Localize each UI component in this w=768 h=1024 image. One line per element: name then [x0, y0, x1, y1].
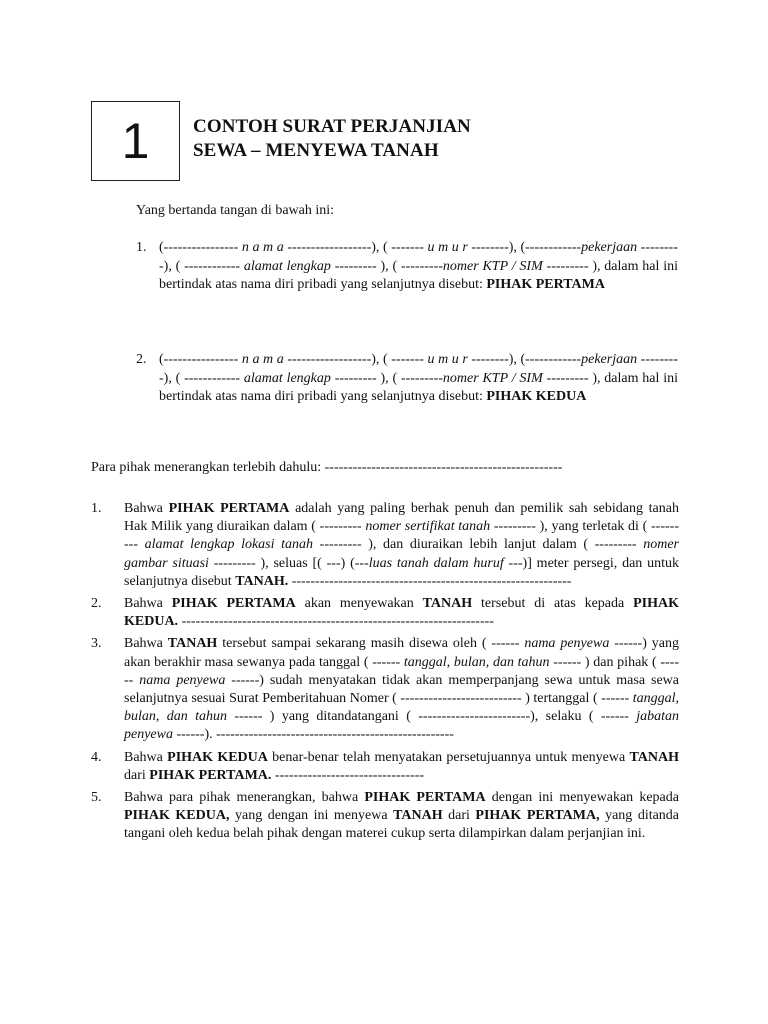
- bold-term: PIHAK KEDUA,: [124, 808, 230, 824]
- statements-list: [91, 500, 679, 848]
- text-segment: (----------------: [159, 240, 242, 255]
- text-segment: ------). ---------------------------------------------------: [172, 727, 454, 743]
- text-segment: --------- ), ( ---------: [330, 370, 443, 386]
- party-text: [159, 351, 678, 407]
- party-number: 2.: [136, 352, 147, 367]
- bold-term: TANAH: [393, 808, 443, 824]
- item-number: 1.: [91, 501, 102, 516]
- text-segment: ------------------), ( -------: [283, 352, 428, 367]
- bold-term: TANAH: [422, 596, 473, 612]
- text-segment: Bahwa para pihak menerangkan, bahwa: [124, 790, 365, 806]
- text-segment: yang ditanda tangani oleh kedua belah pihak dengan materei cukup serta dilampirkan dalam perjanjian ini.: [124, 808, 680, 842]
- field-placeholder: luas tanah dalam huruf: [368, 555, 504, 571]
- item-number: 2.: [91, 596, 102, 612]
- text-segment: -------------------------------------------------------------------: [178, 614, 494, 630]
- text-segment: dari: [124, 767, 150, 783]
- text-segment: benar-benar telah menyatakan persetujuannya untuk menyewa: [267, 749, 630, 765]
- intro-text: Yang bertanda tangan di bawah ini:: [136, 203, 335, 218]
- party-role: PIHAK KEDUA: [486, 389, 587, 404]
- text-segment: yang dengan ini menyewa: [229, 808, 394, 824]
- text-segment: (----------------: [159, 352, 242, 367]
- text-segment: ---)] meter persegi, dan untuk selanjutnya disebut: [124, 555, 679, 589]
- text-segment: ------------------------------------------------------------: [288, 573, 572, 589]
- field-placeholder: n a m a: [241, 240, 284, 255]
- field-placeholder: alamat lengkap lokasi tanah: [144, 537, 314, 553]
- field-placeholder: alamat lengkap: [243, 258, 331, 274]
- bold-term: PIHAK PERTAMA: [168, 501, 290, 516]
- text-segment: ------) sudah menyatakan tidak akan memperpanjang sewa untuk masa sewa selanjutnya sesuai Surat Pemberitahuan Nomer ( -------------------------- ) tertanggal ( ------: [124, 672, 680, 707]
- field-placeholder: u m u r: [427, 240, 468, 255]
- text-segment: --------), (------------: [467, 352, 582, 367]
- text-segment: --------- ), dalam hal ini bertindak atas nama diri pribadi yang selanjutnya disebut:: [159, 370, 678, 404]
- bold-term: PIHAK PERTAMA: [171, 596, 296, 612]
- statement-item-4: [91, 749, 679, 785]
- text-segment: ---------), ( ------------: [159, 240, 678, 274]
- document-title: [193, 115, 471, 163]
- text-segment: Bahwa: [124, 636, 168, 652]
- field-placeholder: tanggal, bulan, dan tahun: [403, 654, 550, 670]
- field-placeholder: nomer sertifikat tanah: [365, 519, 491, 535]
- statement-item-3: [91, 635, 679, 744]
- field-placeholder: nomer gambar situasi: [124, 537, 679, 571]
- statement-item-2: [91, 595, 679, 631]
- bold-term: PIHAK PERTAMA.: [149, 767, 272, 783]
- field-placeholder: jabatan penyewa: [124, 709, 679, 743]
- bold-term: PIHAK PERTAMA,: [475, 808, 600, 824]
- field-placeholder: pekerjaan: [581, 352, 638, 367]
- party-role: PIHAK PERTAMA: [486, 277, 605, 292]
- text-segment: --------- ), dalam hal ini bertindak atas nama diri pribadi yang selanjutnya disebut:: [159, 258, 678, 292]
- text-segment: --------), (------------: [467, 240, 582, 255]
- field-placeholder: u m u r: [427, 352, 468, 367]
- document-number: 1: [121, 113, 150, 169]
- bold-term: TANAH.: [235, 573, 289, 589]
- item-number: 5.: [91, 790, 102, 806]
- text-segment: ------ ) dan pihak ( ------: [124, 654, 679, 688]
- text-segment: ------) yang akan berakhir masa sewanya pada tanggal ( ------: [124, 636, 679, 670]
- bold-term: PIHAK KEDUA.: [124, 596, 679, 630]
- text-segment: --------- ), ( ---------: [330, 258, 443, 274]
- statement-item-5: [91, 789, 679, 844]
- party-second: [136, 351, 678, 407]
- text-segment: tersebut sampai sekarang masih disewa oleh ( ------: [217, 636, 525, 652]
- bold-term: TANAH: [167, 636, 218, 652]
- text-segment: --------- ), dan diuraikan lebih lanjut dalam ( ---------: [313, 537, 644, 553]
- text-segment: ---------), ( ------------: [159, 352, 678, 386]
- field-placeholder: nama penyewa: [139, 672, 226, 688]
- party-text: [159, 239, 678, 295]
- text-segment: dengan ini menyewakan kepada: [485, 790, 679, 806]
- lead-text: Para pihak menerangkan terlebih dahulu: ---------------------------------------------------: [91, 460, 563, 475]
- field-placeholder: n a m a: [241, 352, 284, 367]
- field-placeholder: nomer KTP / SIM: [442, 370, 543, 386]
- party-number: 1.: [136, 240, 147, 255]
- bold-term: TANAH: [629, 749, 679, 765]
- field-placeholder: alamat lengkap: [243, 370, 331, 386]
- document-number-box: [91, 101, 180, 181]
- text-segment: akan menyewakan: [295, 596, 423, 612]
- field-placeholder: tanggal, bulan, dan tahun: [124, 691, 679, 725]
- text-segment: ------------------), ( -------: [283, 240, 428, 255]
- title-line-2: SEWA – MENYEWA TANAH: [193, 140, 439, 161]
- text-segment: dari: [442, 808, 476, 824]
- field-placeholder: pekerjaan: [581, 240, 638, 255]
- text-segment: ------ ) yang ditandatangani ( ------------------------), selaku ( ------: [227, 709, 637, 725]
- text-segment: Bahwa: [124, 501, 169, 516]
- field-placeholder: nama penyewa: [524, 636, 610, 652]
- bold-term: PIHAK PERTAMA: [364, 790, 486, 806]
- title-line-1: CONTOH SURAT PERJANJIAN: [193, 116, 471, 137]
- bold-term: PIHAK KEDUA: [167, 749, 268, 765]
- text-segment: tersebut di atas kepada: [472, 596, 634, 612]
- party-first: [136, 239, 678, 295]
- item-number: 3.: [91, 636, 102, 652]
- text-segment: --------------------------------: [271, 767, 425, 783]
- field-placeholder: nomer KTP / SIM: [442, 258, 543, 274]
- text-segment: adalah yang paling berhak penuh dan pemilik sah sebidang tanah Hak Milik yang diuraikan dalam ( ---------: [124, 501, 679, 535]
- statement-item-1: [91, 500, 679, 591]
- text-segment: --------- ), seluas [( ---) (---: [208, 555, 369, 571]
- text-segment: Bahwa: [124, 596, 172, 612]
- text-segment: --------- ), yang terletak di ( ---------: [124, 519, 679, 553]
- text-segment: Bahwa: [124, 749, 168, 765]
- item-number: 4.: [91, 749, 102, 765]
